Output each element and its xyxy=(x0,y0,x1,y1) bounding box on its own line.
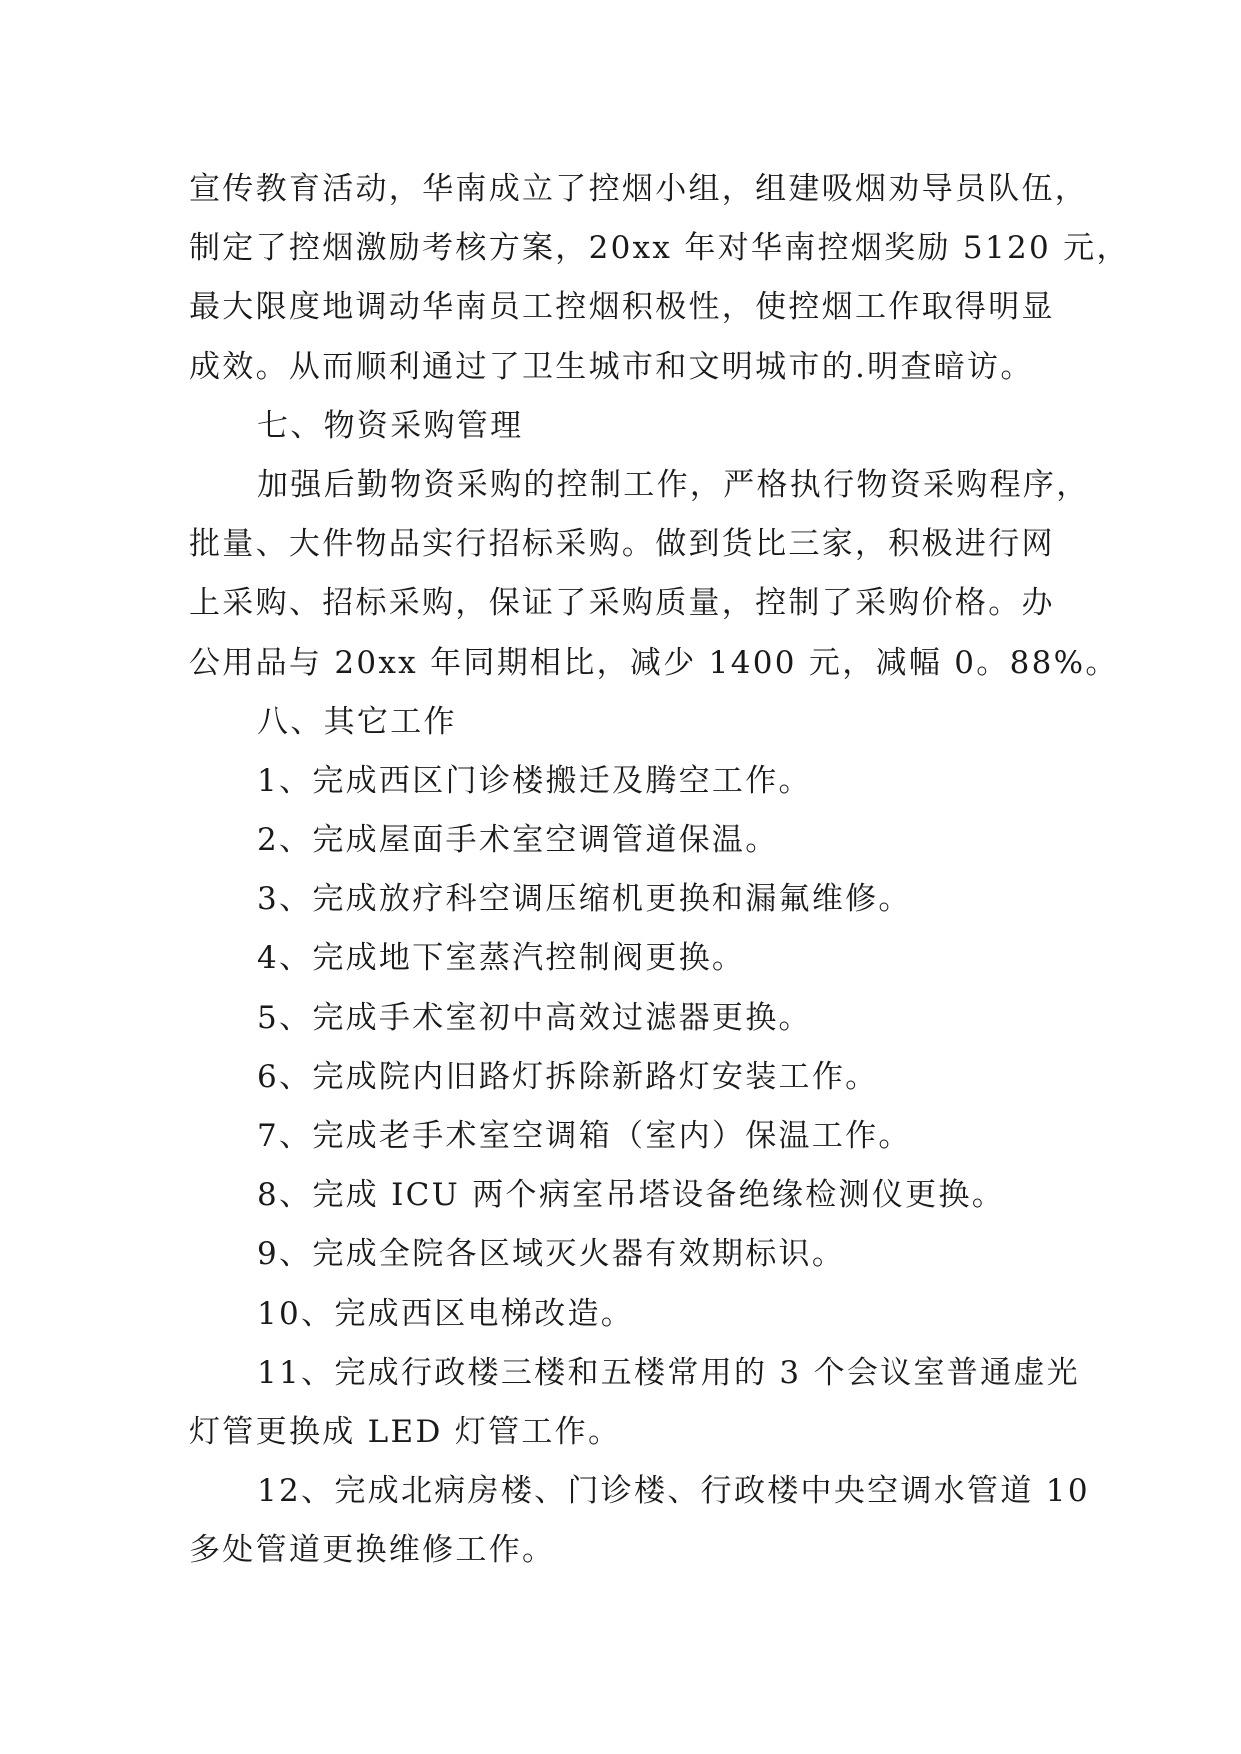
list-item-2: 2、完成屋面手术室空调管道保温。 xyxy=(257,822,779,859)
list-item-12-continued: 多处管道更换维修工作。 xyxy=(189,1532,556,1569)
list-item-3: 3、完成放疗科空调压缩机更换和漏氟维修。 xyxy=(257,881,912,918)
list-item-12: 12、完成北病房楼、门诊楼、行政楼中央空调水管道 10 xyxy=(257,1473,1090,1510)
list-item-8: 8、完成 ICU 两个病室吊塔设备绝缘检测仪更换。 xyxy=(257,1177,1006,1214)
list-item-6: 6、完成院内旧路灯拆除新路灯安装工作。 xyxy=(257,1058,879,1095)
section-heading-procurement: 七、物资采购管理 xyxy=(257,407,524,444)
list-item-11-continued: 灯管更换成 LED 灯管工作。 xyxy=(189,1413,622,1450)
paragraph-line-1: 宣传教育活动，华南成立了控烟小组，组建吸烟劝导员队伍， xyxy=(189,171,1089,207)
section-heading-other-work: 八、其它工作 xyxy=(257,703,457,740)
paragraph-line-3: 最大限度地调动华南员工控烟积极性，使控烟工作取得明显 xyxy=(189,289,1055,326)
list-item-5: 5、完成手术室初中高效过滤器更换。 xyxy=(257,999,812,1036)
list-item-4: 4、完成地下室蒸汽控制阀更换。 xyxy=(257,940,746,977)
list-item-7: 7、完成老手术室空调箱（室内）保温工作。 xyxy=(257,1118,912,1154)
list-item-9: 9、完成全院各区域灭火器有效期标识。 xyxy=(257,1236,846,1273)
list-item-11: 11、完成行政楼三楼和五楼常用的 3 个会议室普通虚光 xyxy=(257,1354,1080,1391)
list-item-1: 1、完成西区门诊楼搬迁及腾空工作。 xyxy=(257,762,812,799)
paragraph-line-4: 成效。从而顺利通过了卫生城市和文明城市的.明查暗访。 xyxy=(189,348,1034,385)
list-item-10: 10、完成西区电梯改造。 xyxy=(257,1295,635,1332)
paragraph-line-6: 批量、大件物品实行招标采购。做到货比三家，积极进行网 xyxy=(189,526,1055,563)
paragraph-line-7: 上采购、招标采购，保证了采购质量，控制了采购价格。办 xyxy=(189,585,1055,622)
paragraph-line-5: 加强后勤物资采购的控制工作，严格执行物资采购程序， xyxy=(257,466,1090,503)
paragraph-line-2: 制定了控烟激励考核方案，20xx 年对华南控烟奖励 5120 元， xyxy=(189,230,1130,267)
paragraph-line-8: 公用品与 20xx 年同期相比，减少 1400 元，减幅 0。88%。 xyxy=(189,644,1119,681)
